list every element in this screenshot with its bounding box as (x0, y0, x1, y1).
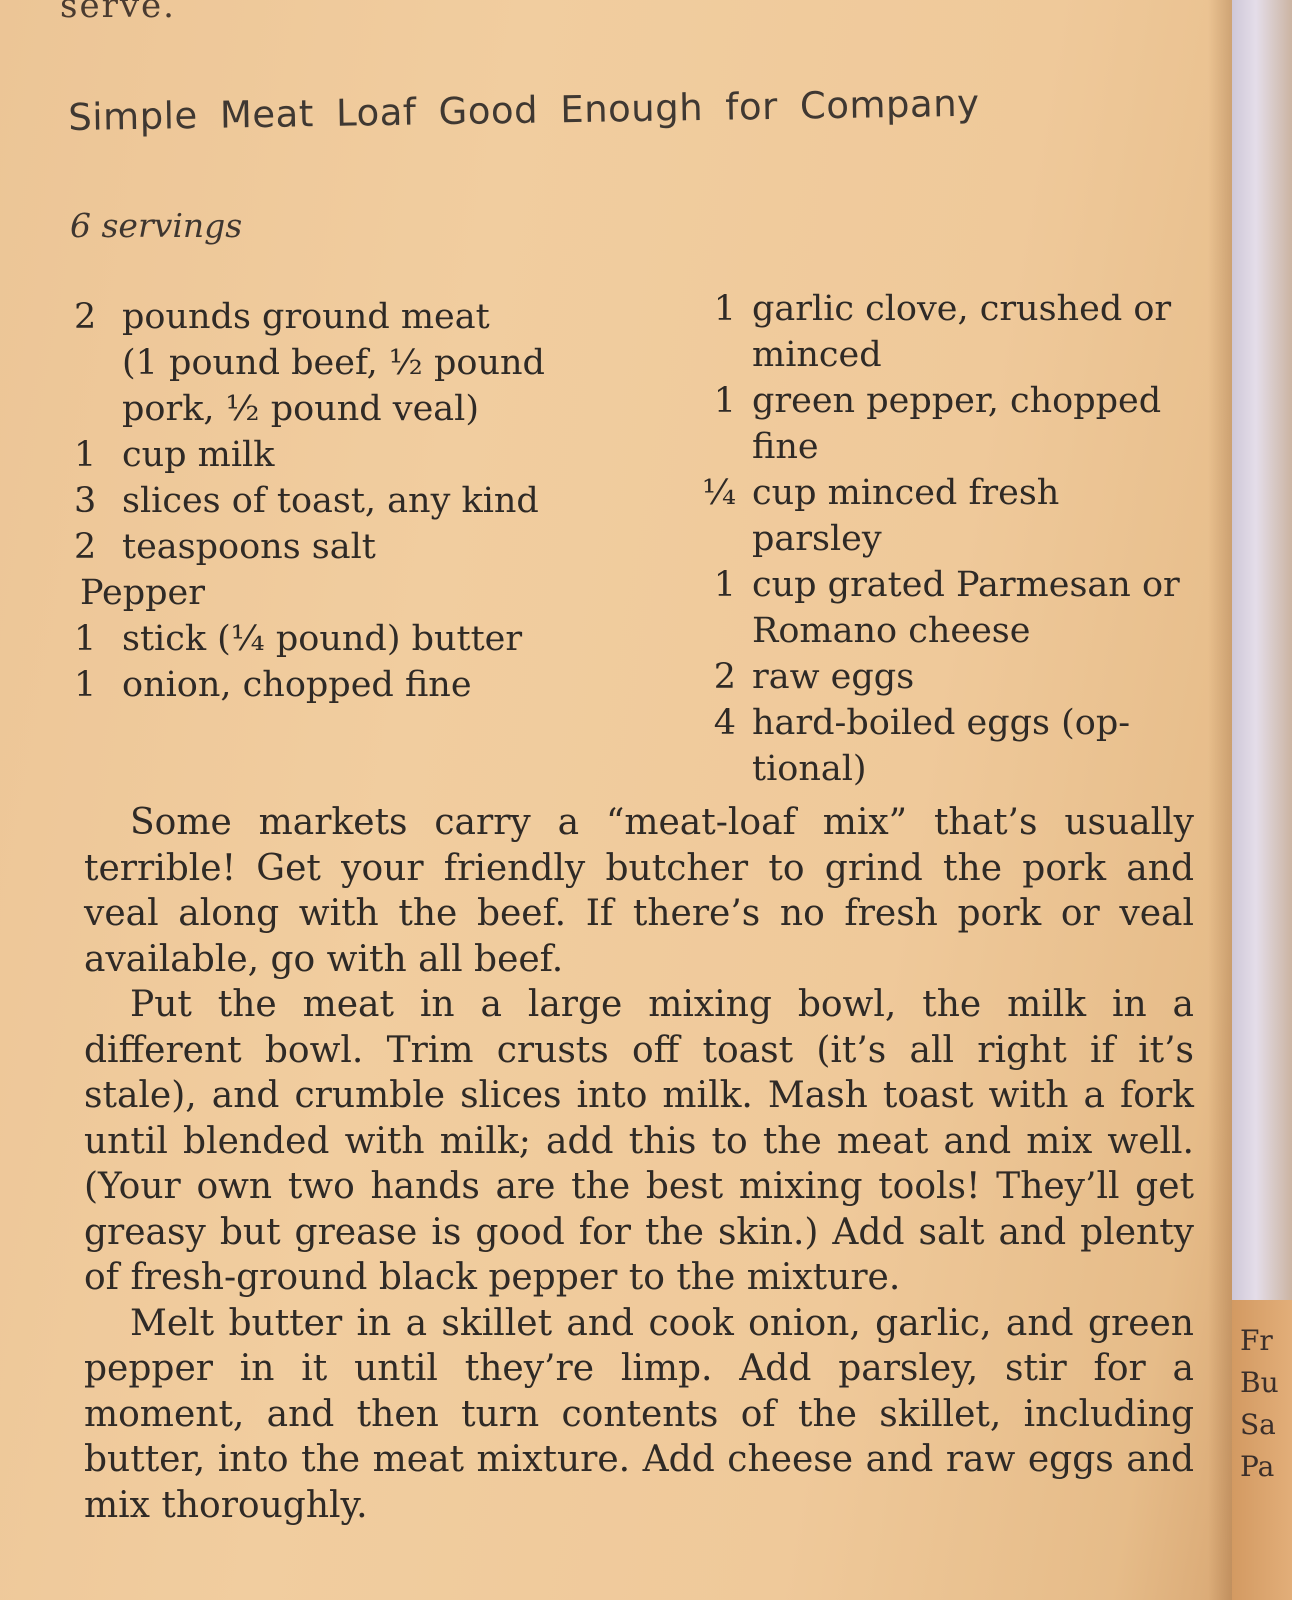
recipe-instructions (84, 800, 1194, 1528)
ingredient-item (676, 562, 1196, 654)
ingredient-item (74, 616, 634, 662)
ingredient-text: cup minced fresh parsley (752, 473, 1060, 559)
ingredient-item (74, 662, 634, 708)
ingredient-text: cup grated Parmesan or Romano cheese (752, 565, 1180, 651)
ingredient-text: slices of toast, any kind (122, 481, 539, 521)
instruction-paragraph: Some markets carry a “meat-loaf mix” that’s usually terrible! Get your friendly butcher to grind the pork and veal along with the beef. If there’s no fresh pork or veal available, go with all beef. (84, 802, 1194, 980)
ingredient-item (676, 654, 1196, 700)
ingredient-item (74, 432, 634, 478)
ingredient-item (676, 700, 1196, 792)
instruction-paragraph: Put the meat in a large mixing bowl, the milk in a different bowl. Trim crusts off toast (it’s all right if it’s stale), and crumble slices into milk. Mash toast with a fork until blended with milk; add this to the meat and mix well. (Your own two hands are the best mixing tools! They’ll get greasy but grease is good for the skin.) Add salt and plenty of fresh-ground black pepper to the mixture. (84, 984, 1194, 1298)
ingredient-text: stick (¼ pound) butter (122, 619, 523, 659)
ingredient-item (74, 294, 634, 432)
ingredients-left-column (74, 294, 634, 708)
ingredient-item (74, 524, 634, 570)
ingredient-item (676, 286, 1196, 378)
ingredient-text: pounds ground meat (1 pound beef, ½ pound pork, ½ pound veal) (122, 297, 545, 429)
recipe-title: Simple Meat Loaf Good Enough for Company (68, 81, 980, 139)
margin-fragment: Sa (1240, 1408, 1276, 1441)
margin-fragment: Fr (1240, 1324, 1273, 1357)
ingredient-quantity: 4 (713, 703, 736, 743)
servings-label: 6 servings (70, 206, 243, 245)
ingredient-item (74, 478, 634, 524)
ingredients-right-column (676, 286, 1196, 792)
ingredient-quantity: 1 (74, 665, 97, 705)
ingredient-text: hard-boiled eggs (op- tional) (752, 703, 1131, 789)
ingredient-quantity: 2 (74, 527, 97, 567)
ingredient-text: onion, chopped fine (122, 665, 472, 705)
ingredient-quantity: 1 (713, 381, 736, 421)
ingredient-text: teaspoons salt (122, 527, 376, 567)
previous-text-fragment: serve. (60, 0, 176, 26)
ingredient-text: garlic clove, crushed or minced (752, 289, 1172, 375)
ingredient-quantity: ¼ (702, 473, 736, 513)
adjacent-page-text-fragments (1240, 1320, 1279, 1488)
ingredient-text: Pepper (80, 573, 205, 613)
margin-fragment: Bu (1240, 1366, 1279, 1399)
ingredient-quantity: 2 (713, 657, 736, 697)
ingredient-quantity: 1 (74, 619, 97, 659)
ingredient-quantity: 1 (74, 435, 97, 475)
ingredient-text: raw eggs (752, 657, 915, 697)
margin-fragment: Pa (1240, 1450, 1275, 1483)
ingredient-quantity: 2 (74, 297, 97, 337)
ingredient-item (676, 378, 1196, 470)
ingredient-item (74, 570, 634, 616)
ingredient-text: green pepper, chopped fine (752, 381, 1162, 467)
instruction-paragraph: Melt butter in a skillet and cook onion, garlic, and green pepper in it until they’re limp. Add parsley, stir for a moment, and then turn contents of the skillet, including butter, into the meat mixture. Add cheese and raw eggs and mix thoroughly. (84, 1302, 1194, 1526)
ingredient-quantity: 3 (74, 481, 97, 521)
ingredient-item (676, 470, 1196, 562)
ingredient-text: cup milk (122, 435, 275, 475)
ingredient-quantity: 1 (713, 565, 736, 605)
ingredient-quantity: 1 (713, 289, 736, 329)
